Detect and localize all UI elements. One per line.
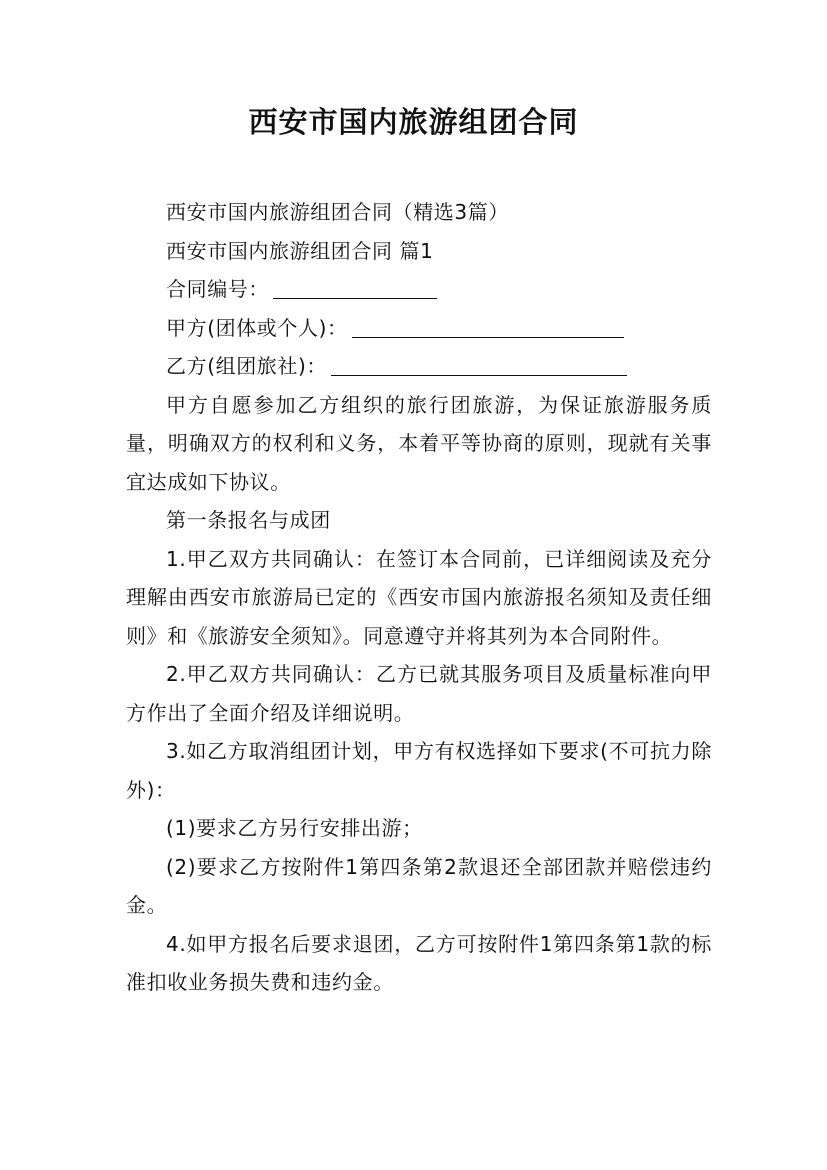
clause-2: 2.甲乙双方共同确认：乙方已就其服务项目及质量标准向甲方作出了全面介绍及详细说明。 [126, 662, 712, 725]
contract-number-field [126, 270, 712, 309]
clause-3: 3.如乙方取消组团计划，甲方有权选择如下要求(不可抗力除外)： [126, 739, 712, 802]
article-heading: 第一条报名与成团 [166, 508, 331, 532]
party-b-blank [331, 355, 627, 376]
intro-paragraph: 甲方自愿参加乙方组织的旅行团旅游，为保证旅游服务质量，明确双方的权利和义务，本着平等协商的原则，现就有关事宜达成如下协议。 [126, 392, 712, 494]
subtitle-part-1: 西安市国内旅游组团合同 篇1 [166, 238, 434, 263]
party-a-blank [352, 317, 624, 338]
party-b-field [126, 347, 712, 386]
document-body [126, 193, 712, 1002]
clause-3-option-1: (1)要求乙方另行安排出游； [166, 816, 423, 840]
party-b-label: 乙方(组团旅社)： [166, 354, 328, 378]
clause-3-option-2: (2)要求乙方按附件1第四条第2款退还全部团款并赔偿违约金。 [126, 854, 712, 917]
clause-1: 1.甲乙双方共同确认：在签订本合同前，已详细阅读及充分理解由西安市旅游局已定的《西安市国内旅游报名须知及责任细则》和《旅游安全须知》。同意遵守并将其列为本合同附件。 [126, 546, 712, 648]
subtitle-selected: 西安市国内旅游组团合同（精选3篇） [166, 200, 509, 224]
party-a-label: 甲方(团体或个人)： [166, 315, 348, 340]
contract-number-label: 合同编号： [166, 277, 269, 301]
document-title: 西安市国内旅游组团合同 [248, 105, 579, 139]
contract-number-blank [273, 278, 437, 299]
party-a-field [126, 309, 712, 348]
clause-4: 4.如甲方报名后要求退团，乙方可按附件1第四条第1款的标准扣收业务损失费和违约金。 [126, 931, 712, 994]
